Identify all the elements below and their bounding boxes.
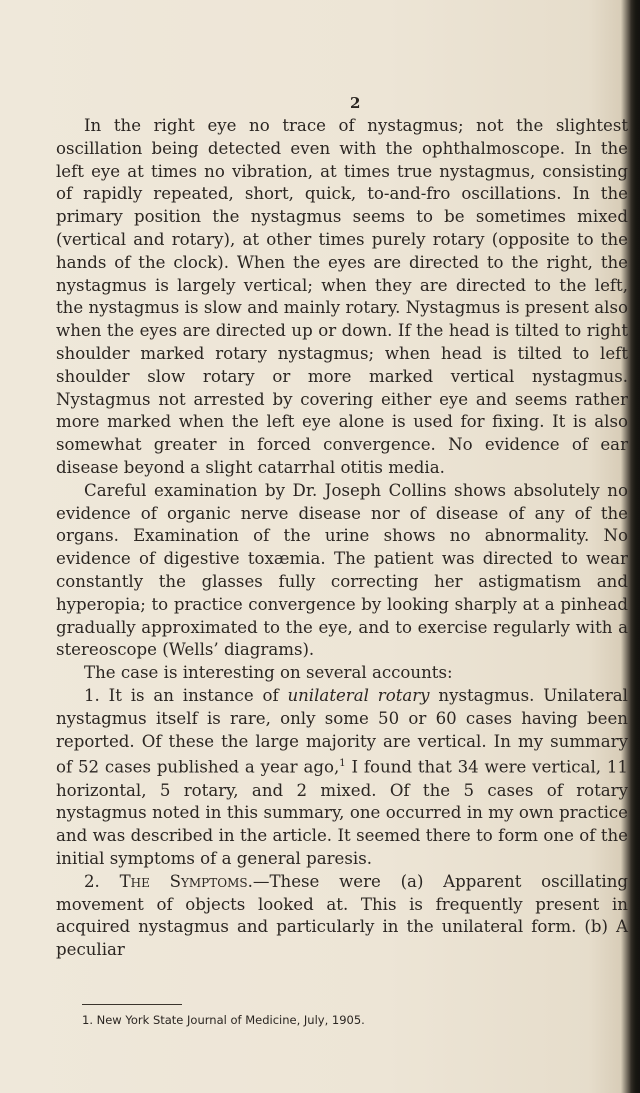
footnote: 1. New York State Journal of Medicine, July, 1905. — [82, 1013, 365, 1027]
point-two-heading: The Symptoms. — [119, 871, 253, 891]
page-number: 2 — [350, 94, 361, 112]
paragraph-interest-intro: The case is interesting on several accounts: — [84, 663, 453, 683]
point-one-text-b: I found that 34 were vertical, 11 horizontal, 5 rotary, and 2 mixed. Of the 5 cases of rotary nystagmus noted in this summary, one occurred in my own practice and was described in the article. It seemed there to form one of the initial symptoms of a general paresis. — [56, 757, 628, 869]
paragraph-examination: Careful examination by Dr. Joseph Collins shows absolutely no evidence of organic nerve disease nor of disease of any of the organs. Examination of the urine shows no abnormality. No evidence of digestive toxæmia. The patient was directed to wear constantly the glasses fully correcting her astigmatism and hyperopia; to practice convergence by looking sharply at a pinhead gradually approximated to the eye, and to exercise regularly with a stereoscope (Wells’ diagrams). — [56, 480, 628, 660]
paragraph-point-two — [56, 871, 628, 962]
point-one-emphasis: unilateral rotary — [287, 685, 430, 705]
point-one-text-a: nystagmus. Unilateral nystagmus itself is rare, only some 50 or 60 cases having been reported. Of these the large majority are vertical. In my summary of 52 cases published a year ago, — [56, 685, 628, 777]
paragraph-point-one — [56, 685, 628, 871]
point-two-prefix: 2. — [84, 871, 120, 891]
body-text — [56, 115, 628, 962]
point-one-prefix: 1. It is an instance of — [84, 685, 288, 705]
page-edge-shadow — [630, 0, 640, 1093]
paragraph-case-findings: In the right eye no trace of nystagmus; not the slightest oscillation being detected even with the ophthalmoscope. In the left eye at times no vibration, at times true nystagmus, consisting of rapidly repeated, short, quick, to-and-fro oscillations. In the primary position the nystagmus seems to be sometimes mixed (vertical and rotary), at other times purely rotary (opposite to the hands of the clock). When the eyes are directed to the right, the nystagmus is largely vertical; when they are directed to the left, the nystagmus is slow and mainly rotary. Nystagmus is present also when the eyes are directed up or down. If the head is tilted to right shoulder marked rotary nystagmus; when head is tilted to left shoulder slow rotary or more marked vertical nystagmus. Nystagmus not arrested by covering either eye and seems rather more marked when the left eye alone is used for fixing. It is also somewhat greater in forced convergence. No evidence of ear disease beyond a slight catarrhal otitis media. — [56, 116, 628, 477]
point-two-text: —These were (a) Apparent oscillating movement of objects looked at. This is frequently present in acquired nystagmus and particularly in the unilateral form. (b) A peculiar — [56, 871, 628, 960]
footnote-divider — [82, 1004, 182, 1005]
footnote-reference: 1 — [339, 758, 346, 770]
